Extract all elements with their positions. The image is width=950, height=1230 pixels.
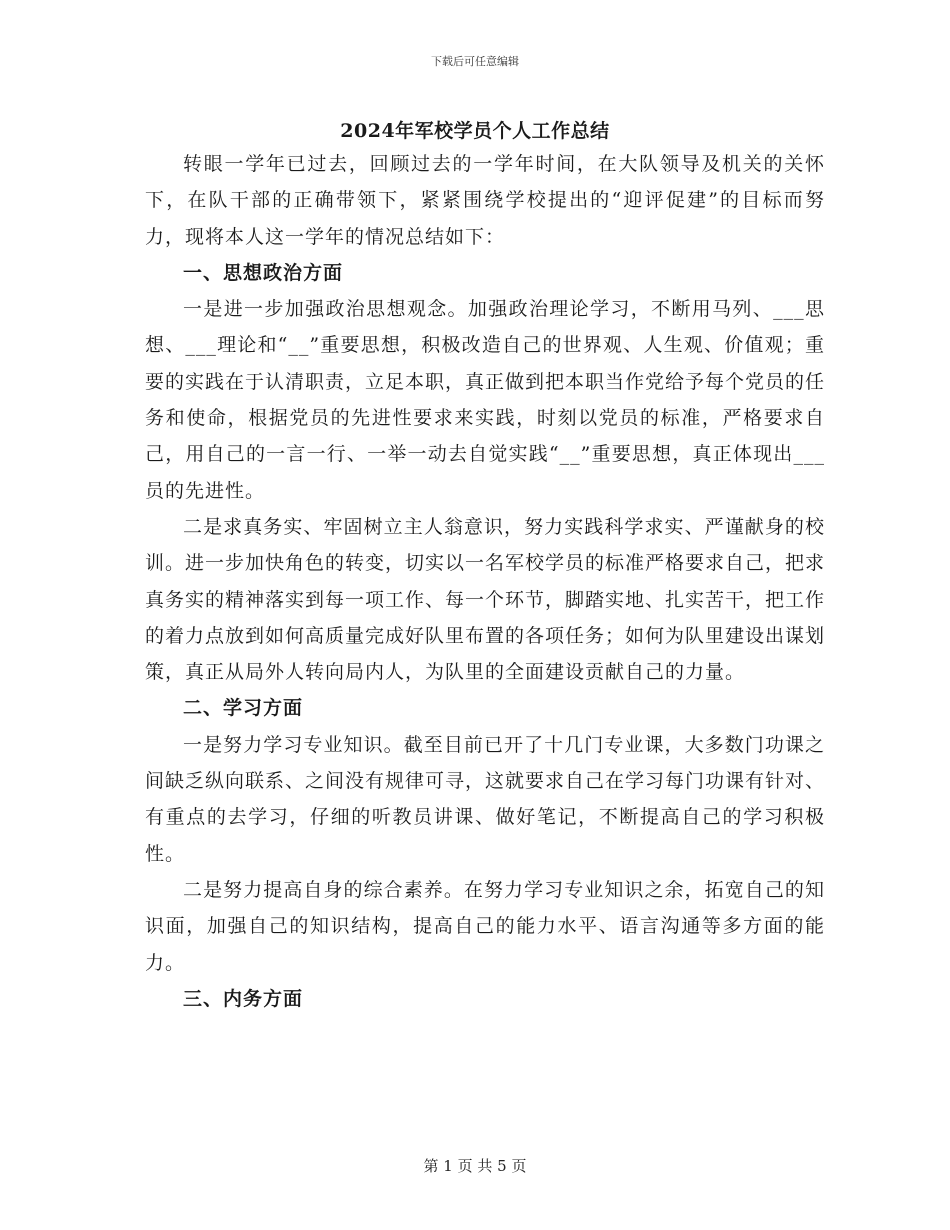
section-political	[145, 255, 825, 691]
section-paragraph: 二是求真务实、牢固树立主人翁意识，努力实践科学求实、严谨献身的校训。进一步加快角色的转变，切实以一名军校学员的标准严格要求自己，把求真务实的精神落实到每一项工作、每一个环节，脚踏实地、扎实苦干，把工作的着力点放到如何高质量完成好队里布置的各项任务；如何为队里建设出谋划策，真正从局外人转向局内人，为队里的全面建设贡献自己的力量。	[145, 515, 826, 684]
section-heading: 一、思想政治方面	[183, 261, 344, 284]
document-body	[145, 146, 825, 1017]
header-note: 下载后可任意编辑	[431, 55, 519, 68]
document-title: 2024年军校学员个人工作总结	[340, 120, 610, 142]
section-paragraph: 一是进一步加强政治思想观念。加强政治理论学习，不断用马列、___思想、___理论和“__”重要思想，积极改造自己的世界观、人生观、价值观；重要的实践在于认清职责，立足本职，真正做到把本职当作党给予每个党员的任务和使命，根据党员的先进性要求来实践，时刻以党员的标准，严格要求自己，用自己的一言一行、一举一动去自觉实践“__”重要思想，真正体现出___员的先进性。	[145, 298, 826, 502]
section-internal-affairs	[145, 981, 825, 1017]
section-paragraph: 二是努力提高自身的综合素养。在努力学习专业知识之余，拓宽自己的知识面，加强自己的知识结构，提高自己的能力水平、语言沟通等多方面的能力。	[145, 878, 825, 974]
section-paragraph: 一是努力学习专业知识。截至目前已开了十几门专业课，大多数门功课之间缺乏纵向联系、之间没有规律可寻，这就要求自己在学习每门功课有针对、有重点的去学习，仔细的听教员讲课、做好笔记，不断提高自己的学习积极性。	[145, 733, 826, 865]
section-heading: 三、内务方面	[183, 987, 304, 1010]
section-heading: 二、学习方面	[183, 697, 304, 720]
intro-paragraph: 转眼一学年已过去，回顾过去的一学年时间，在大队领导及机关的关怀下，在队干部的正确带领下，紧紧围绕学校提出的“迎评促建”的目标而努力，现将本人这一学年的情况总结如下：	[145, 153, 825, 248]
section-study	[145, 690, 825, 980]
page-number: 第 1 页 共 5 页	[423, 1157, 527, 1175]
